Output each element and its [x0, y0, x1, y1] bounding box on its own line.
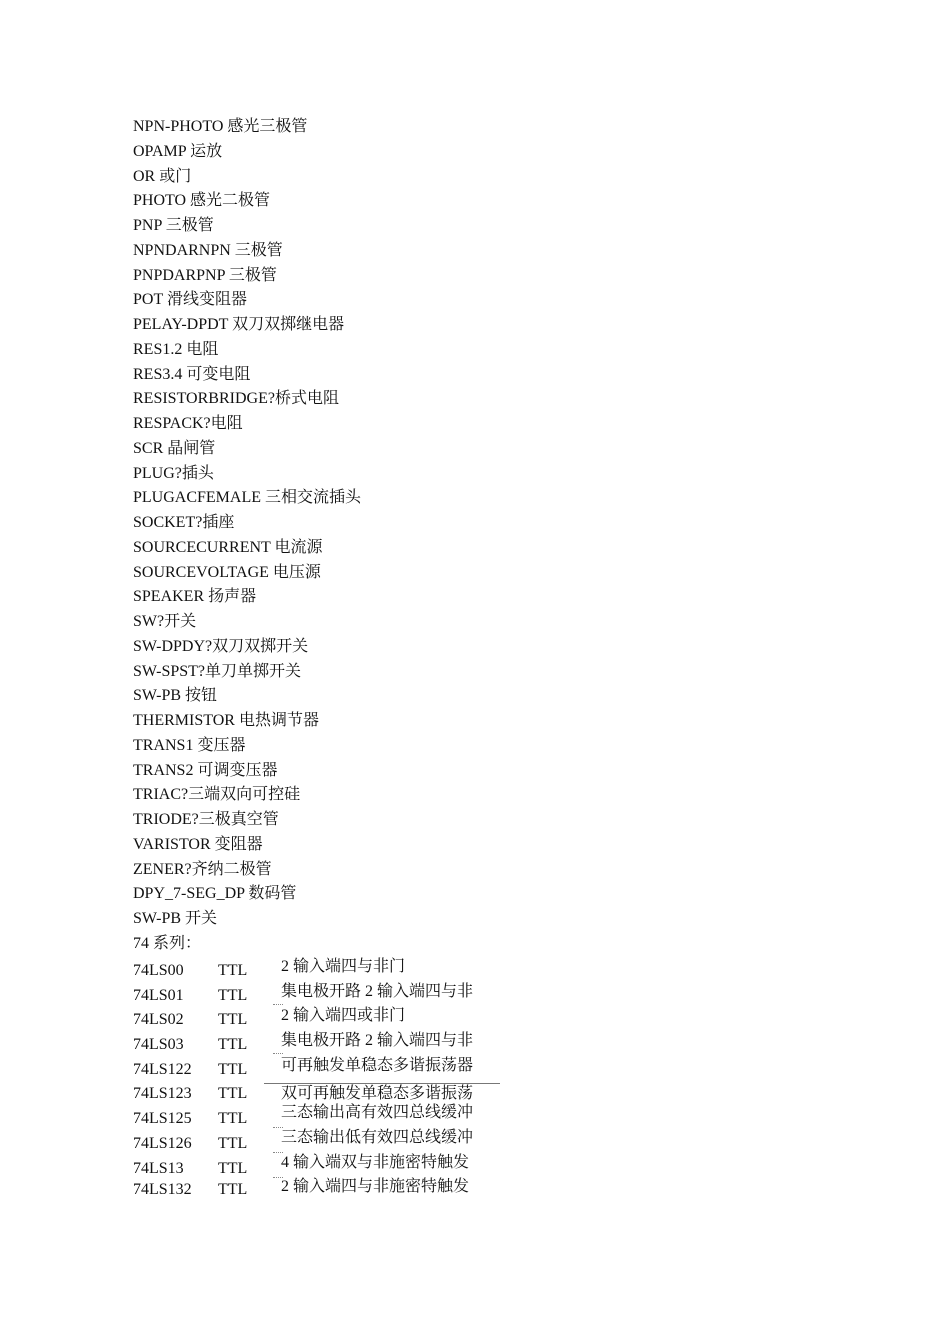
- table-row: [133, 1153, 533, 1178]
- list-item: RES3.4 可变电阻: [133, 365, 251, 383]
- table-row: [133, 1004, 533, 1029]
- list-item: TRANS2 可调变压器: [133, 761, 278, 779]
- list-item: PLUG?插头: [133, 464, 214, 482]
- list-item: NPN-PHOTO 感光三极管: [133, 118, 308, 135]
- logic-family: TTL: [218, 1036, 248, 1054]
- table-row: [133, 1054, 533, 1079]
- logic-family: TTL: [218, 1085, 248, 1103]
- series74-table: [133, 955, 533, 1202]
- logic-family: TTL: [218, 962, 248, 979]
- part-description: 2 输入端四与非门: [281, 958, 406, 975]
- list-item: POT 滑线变阻器: [133, 291, 247, 309]
- list-item: PELAY-DPDT 双刀双掷继电器: [133, 316, 345, 333]
- list-item: SW-PB 开关: [133, 910, 218, 927]
- part-number: 74LS123: [133, 1085, 192, 1103]
- logic-family: TTL: [218, 1060, 248, 1078]
- table-row: [133, 1103, 533, 1128]
- list-item: SOURCECURRENT 电流源: [133, 538, 323, 556]
- part-description: 双可再触发单稳态多谐振荡: [281, 1085, 474, 1103]
- part-description: 2 输入端四与非施密特触发: [281, 1178, 470, 1196]
- list-item: SCR 晶闸管: [133, 439, 216, 457]
- list-item: SW-SPST?单刀单掷开关: [133, 662, 302, 680]
- part-description: 可再触发单稳态多谐振荡器: [281, 1056, 474, 1074]
- logic-family: TTL: [218, 1011, 248, 1029]
- logic-family: TTL: [218, 986, 248, 1004]
- logic-family: TTL: [218, 1159, 248, 1177]
- logic-family: TTL: [218, 1181, 248, 1199]
- part-description: 三态输出高有效四总线缓冲: [281, 1104, 474, 1122]
- list-item: TRIAC?三端双向可控硅: [133, 786, 301, 804]
- list-item: TRANS1 变压器: [133, 736, 246, 754]
- table-row: [133, 1029, 533, 1054]
- list-item: SOCKET?插座: [133, 514, 235, 531]
- list-item: SW-DPDY?双刀双掷开关: [133, 637, 309, 655]
- list-item: SOURCEVOLTAGE 电压源: [133, 563, 321, 581]
- part-number: 74LS02: [133, 1011, 184, 1029]
- list-item: RESISTORBRIDGE?桥式电阻: [133, 390, 339, 408]
- section-heading: 74 系列：: [133, 934, 202, 952]
- list-item: RESPACK?电阻: [133, 415, 243, 432]
- list-item: DPY_7-SEG_DP 数码管: [133, 885, 297, 903]
- list-item: PHOTO 感光二极管: [133, 192, 271, 210]
- part-description: 三态输出低有效四总线缓冲: [281, 1128, 474, 1146]
- part-number: 74LS132: [133, 1181, 192, 1199]
- part-number: 74LS125: [133, 1110, 192, 1128]
- list-item: ZENER?齐纳二极管: [133, 860, 272, 878]
- part-description: 4 输入端双与非施密特触发: [281, 1153, 470, 1171]
- part-number: 74LS03: [133, 1036, 184, 1054]
- table-row: [133, 980, 533, 1005]
- list-item: RES1.2 电阻: [133, 340, 219, 358]
- table-row: [133, 1128, 533, 1153]
- list-item: SPEAKER 扬声器: [133, 588, 257, 606]
- list-item: PNP 三极管: [133, 217, 214, 234]
- table-divider: [264, 1083, 500, 1084]
- part-number: 74LS00: [133, 962, 184, 979]
- list-item: SW?开关: [133, 613, 197, 630]
- list-item: NPNDARNPN 三极管: [133, 241, 283, 259]
- list-item: TRIODE?三极真空管: [133, 811, 279, 828]
- part-description: 集电极开路 2 输入端四与非: [281, 982, 474, 1000]
- part-number: 74LS01: [133, 986, 184, 1004]
- list-item: PLUGACFEMALE 三相交流插头: [133, 489, 362, 507]
- part-number: 74LS13: [133, 1159, 184, 1177]
- part-description: 2 输入端四或非门: [281, 1007, 406, 1025]
- list-item: SW-PB 按钮: [133, 687, 218, 705]
- list-item: PNPDARPNP 三极管: [133, 266, 277, 284]
- logic-family: TTL: [218, 1110, 248, 1128]
- list-item: OPAMP 运放: [133, 142, 223, 160]
- list-item: OR 或门: [133, 167, 192, 185]
- list-item: THERMISTOR 电热调节器: [133, 712, 319, 729]
- part-number: 74LS122: [133, 1060, 192, 1078]
- list-item: VARISTOR 变阻器: [133, 835, 263, 853]
- part-description: 集电极开路 2 输入端四与非: [281, 1032, 474, 1050]
- table-row: [133, 955, 533, 980]
- part-number: 74LS126: [133, 1134, 192, 1152]
- table-row: [133, 1177, 533, 1202]
- component-list: [133, 115, 361, 957]
- logic-family: TTL: [218, 1134, 248, 1152]
